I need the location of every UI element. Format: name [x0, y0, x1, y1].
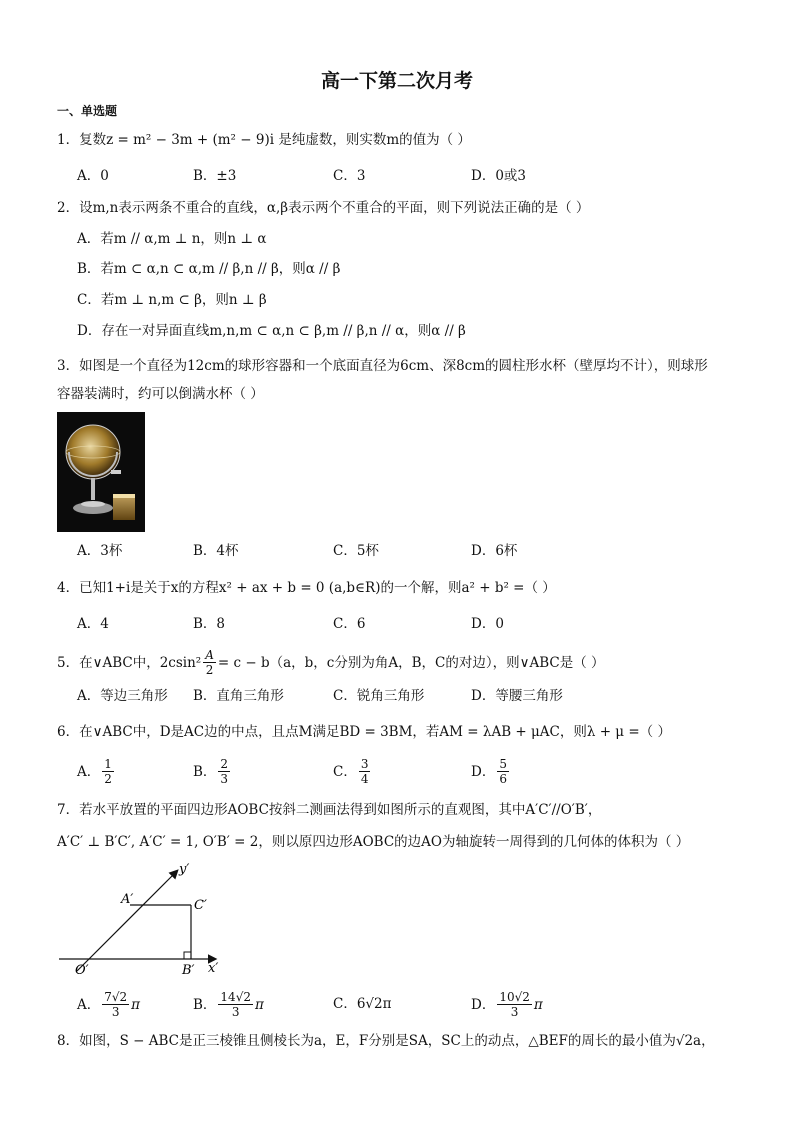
question-2-option-a: A．若m // α,m ⊥ n，则n ⊥ α — [77, 231, 267, 247]
question-5-option-c: C．锐角三角形 — [333, 688, 425, 704]
question-4-option-b: B．8 — [193, 616, 226, 632]
question-7-option-c — [333, 994, 392, 1014]
question-6-option-b — [193, 757, 232, 786]
question-2-option-c: C．若m ⊥ n,m ⊂ β，则n ⊥ β — [77, 292, 267, 308]
question-2-option-b: B．若m ⊂ α,n ⊂ α,m // β,n // β，则α // β — [77, 261, 341, 277]
option-value: 6√2π — [356, 996, 392, 1012]
x-axis-label: x′ — [208, 961, 219, 976]
fraction-denominator: 3 — [510, 1005, 519, 1019]
question-5-option-b: B．直角三角形 — [193, 688, 284, 704]
fraction-numerator: 3 — [360, 757, 369, 771]
fraction-numerator: A — [205, 648, 214, 662]
question-7-option-b — [193, 990, 264, 1019]
question-4-option-d: D．0 — [471, 616, 504, 632]
fraction-numerator: 5 — [499, 757, 507, 771]
page-title: 高一下第二次月考 — [320, 70, 473, 92]
option-fraction — [102, 990, 129, 1019]
fraction-numerator: 2 — [220, 757, 229, 771]
globe-dispenser-photo — [57, 412, 145, 532]
fraction-numerator: 14√2 — [220, 990, 251, 1004]
oblique-projection-figure — [55, 858, 230, 980]
question-6-option-c — [333, 757, 372, 786]
option-fraction — [102, 757, 114, 786]
question-1-option-b: B．±3 — [193, 168, 237, 184]
question-8-stem: 8．如图，S − ABC是正三棱锥且侧棱长为a，E，F分别是SA，SC上的动点，△BEF的周长的最小值为√2a， — [57, 1033, 715, 1049]
point-o-label: O′ — [75, 963, 89, 978]
question-2-option-d: D．存在一对异面直线m,n,m ⊂ α,n ⊂ β,m // β,n // α，则α // β — [77, 323, 466, 339]
option-label: D． — [471, 996, 496, 1013]
fraction-denominator: 2 — [205, 663, 214, 677]
option-fraction — [359, 757, 371, 786]
question-7-stem-line-2: A′C′ ⊥ B′C′, A′C′ = 1, O′B′ = 2，则以原四边形AOBC的边AO为轴旋转一周得到的几何体的体积为（ ） — [57, 834, 690, 850]
question-1-option-c: C．3 — [333, 168, 366, 184]
fraction-denominator: 4 — [360, 772, 369, 786]
question-1-option-a: A．0 — [77, 168, 109, 184]
point-b-label: B′ — [182, 963, 195, 978]
question-3-option-c: C．5杯 — [333, 543, 379, 559]
question-2-stem: 2．设m,n表示两条不重合的直线，α,β表示两个不重合的平面，则下列说法正确的是（ ） — [57, 200, 590, 216]
right-angle-mark — [184, 952, 191, 959]
question-3-option-b: B．4杯 — [193, 543, 239, 559]
question-5-stem — [57, 648, 605, 677]
fraction-numerator: 10√2 — [499, 990, 530, 1004]
question-6-stem: 6．在∨ABC中，D是AC边的中点，且点M满足BD = 3BM，若AM = λAB + μAC，则λ + μ =（ ） — [57, 724, 671, 740]
question-5-option-d: D．等腰三角形 — [471, 688, 563, 704]
option-label: C． — [333, 996, 357, 1012]
y-axis-line — [77, 871, 177, 971]
question-3-stem-line-2: 容器装满时，约可以倒满水杯（ ） — [57, 386, 264, 402]
option-label: B． — [193, 996, 217, 1013]
question-5-stem-pre: 5．在∨ABC中，2csin² — [57, 654, 202, 671]
question-3-option-d: D．6杯 — [471, 543, 518, 559]
question-6-option-d — [471, 757, 511, 786]
option-fraction — [497, 990, 532, 1019]
point-a-label: A′ — [121, 892, 134, 907]
question-7-option-a — [77, 990, 140, 1019]
option-label: A． — [77, 763, 101, 780]
fraction-denominator: 3 — [111, 1005, 120, 1019]
option-label: C． — [333, 763, 357, 780]
question-7-option-d — [471, 990, 543, 1019]
question-3-option-a: A．3杯 — [77, 543, 123, 559]
option-label: B． — [193, 763, 217, 780]
question-1-option-d: D．0或3 — [471, 168, 527, 184]
question-1-stem: 1．复数z = m² − 3m + (m² − 9)i 是纯虚数，则实数m的值为（ ） — [57, 132, 471, 148]
question-5-stem-post: = c − b（a，b，c分别为角A，B，C的对边），则∨ABC是（ ） — [217, 654, 605, 671]
question-5-option-a: A．等边三角形 — [77, 688, 168, 704]
section-heading: 一、单选题 — [57, 104, 118, 118]
option-pi: π — [131, 996, 141, 1013]
fraction-denominator: 2 — [104, 772, 112, 786]
point-c-label: C′ — [194, 898, 207, 913]
option-fraction — [497, 757, 509, 786]
question-4-stem: 4．已知1+i是关于x的方程x² + ax + b = 0 (a,b∈R)的一个解，则a² + b² =（ ） — [57, 580, 556, 596]
y-axis-label: y′ — [179, 862, 190, 877]
question-5-fraction — [203, 648, 216, 677]
option-pi: π — [533, 996, 543, 1013]
question-3-stem-line-1: 3．如图是一个直径为12cm的球形容器和一个底面直径为6cm、深8cm的圆柱形水杯（壁厚均不计），则球形 — [57, 358, 708, 374]
fraction-numerator: 7√2 — [104, 990, 128, 1004]
fraction-denominator: 3 — [220, 772, 229, 786]
fraction-denominator: 3 — [231, 1005, 240, 1019]
option-label: A． — [77, 996, 101, 1013]
option-pi: π — [254, 996, 264, 1013]
option-fraction — [218, 990, 253, 1019]
question-4-option-c: C．6 — [333, 616, 366, 632]
fraction-numerator: 1 — [104, 757, 112, 771]
question-7-stem-line-1: 7．若水平放置的平面四边形AOBC按斜二测画法得到如图所示的直观图，其中A′C′//O′B′， — [57, 802, 602, 818]
option-fraction — [218, 757, 230, 786]
option-label: D． — [471, 763, 496, 780]
fraction-denominator: 6 — [499, 772, 507, 786]
question-4-option-a: A．4 — [77, 616, 109, 632]
question-6-option-a — [77, 757, 116, 786]
